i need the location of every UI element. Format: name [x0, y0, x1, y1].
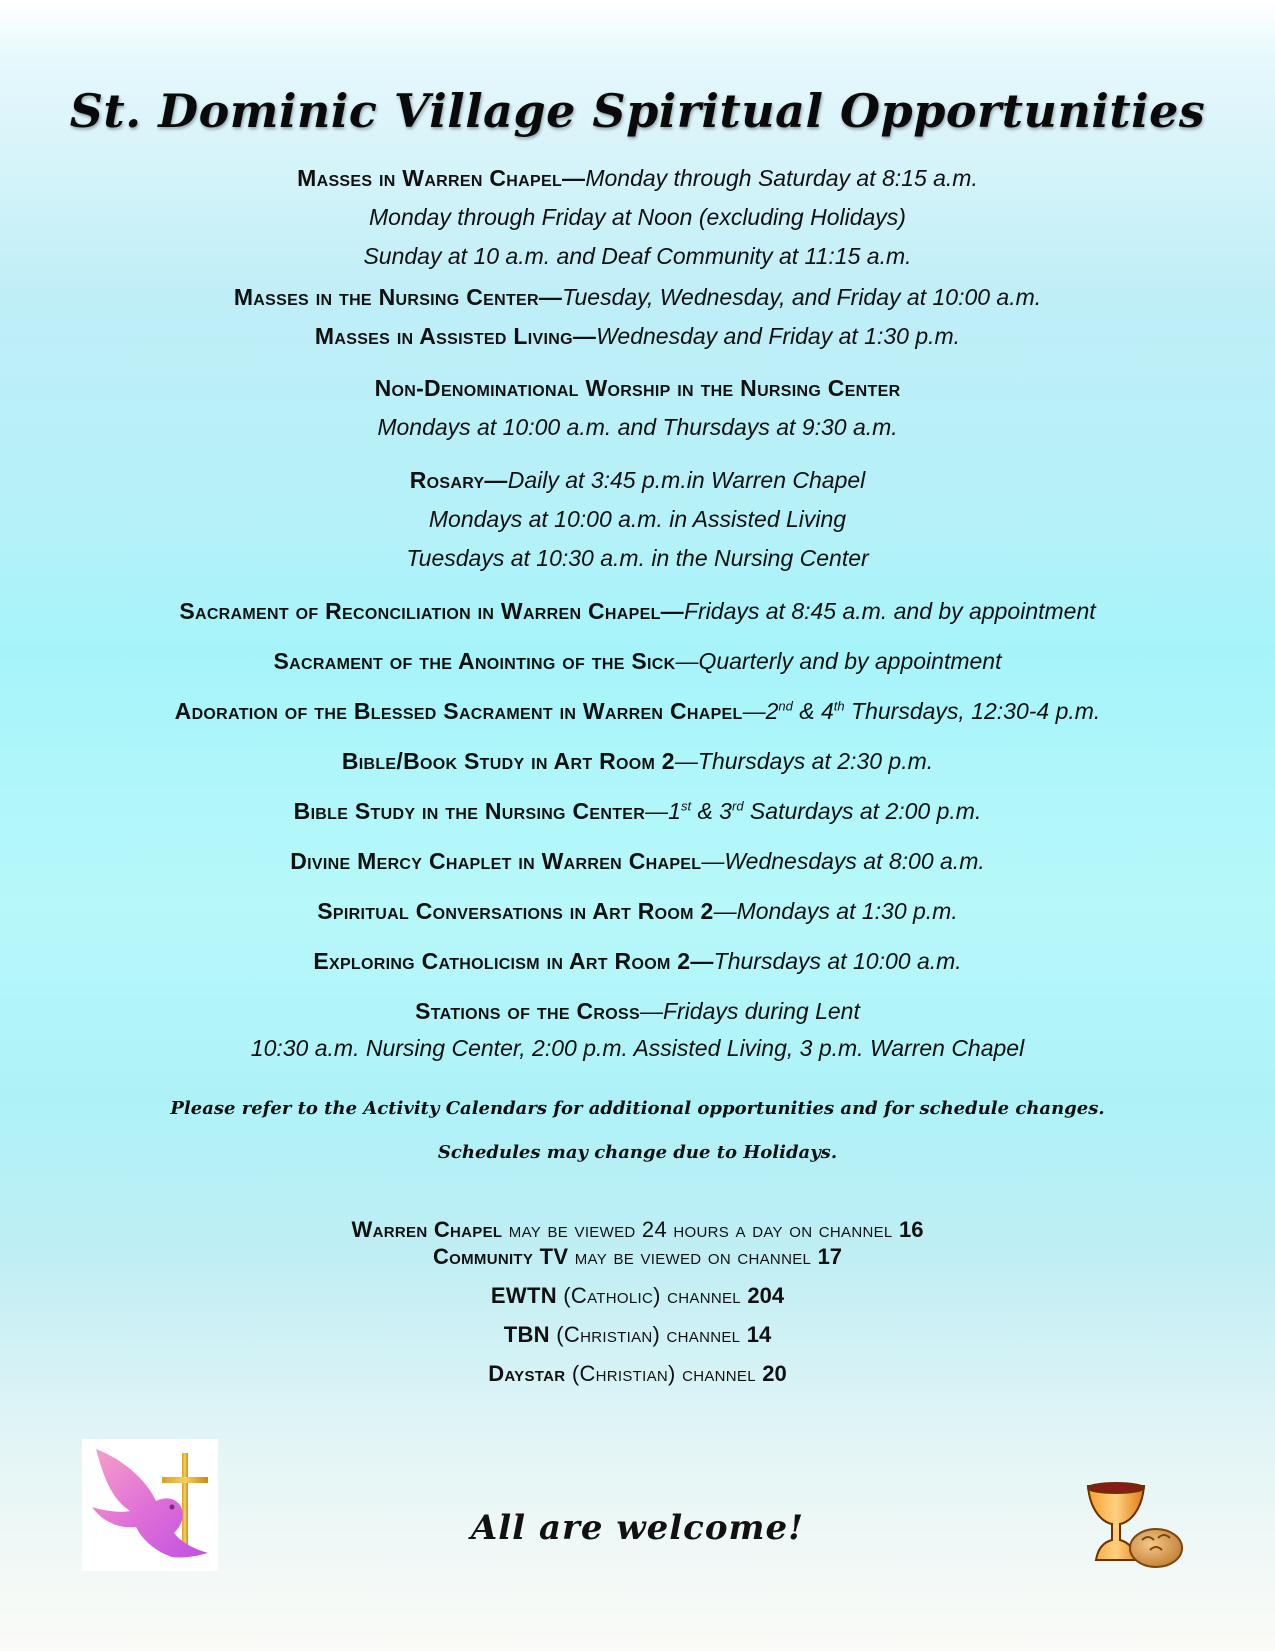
stations-times: —Fridays during Lent [639, 998, 860, 1024]
tv-tbn-channel: 14 [746, 1322, 772, 1347]
tv-daystar-text: (Christian) channel [565, 1361, 763, 1386]
tv-warren-chapel-text: may be viewed 24 hours a day on channel [502, 1217, 899, 1242]
adoration-times [743, 698, 1101, 724]
masses-warren-time-3: Sunday at 10 a.m. and Deaf Community at 11:15 a.m. [363, 243, 912, 269]
bible-nursing-times [645, 798, 981, 824]
nondenom-label: Non-Denominational Worship in the Nursing Center [374, 375, 901, 401]
anointing-line [0, 647, 1275, 675]
chalice-bread-icon [1084, 1480, 1184, 1572]
tv-daystar-name: Daystar [488, 1361, 566, 1386]
adoration-line [0, 697, 1275, 725]
divine-mercy-label: Divine Mercy Chaplet in Warren Chapel [290, 848, 702, 874]
bible-nursing-sup-1: st [680, 798, 692, 814]
tv-ewtn [0, 1282, 1275, 1309]
bible-nursing-label: Bible Study in the Nursing Center [293, 798, 646, 824]
dove-cross-icon [82, 1439, 218, 1571]
masses-nursing-label: Masses in the Nursing Center— [233, 284, 563, 310]
anointing-label: Sacrament of the Anointing of the Sick [273, 648, 676, 674]
masses-warren-time-1: Monday through Saturday at 8:15 a.m. [585, 165, 978, 191]
exploring-times: Thursdays at 10:00 a.m. [713, 948, 962, 974]
spiritual-conv-times: —Mondays at 1:30 p.m. [713, 898, 958, 924]
tv-warren-chapel [0, 1216, 1275, 1243]
stations-label: Stations of the Cross [415, 998, 640, 1024]
tv-tbn-text: (Christian) channel [549, 1322, 747, 1347]
adoration-dash: —2 [742, 698, 779, 724]
bible-nursing-end: Saturdays at 2:00 p.m. [743, 798, 982, 824]
tv-daystar-channel: 20 [762, 1361, 787, 1386]
masses-warren-time-2: Monday through Friday at Noon (excluding Holidays) [369, 204, 906, 230]
exploring-line [0, 947, 1275, 975]
bible-nursing-dash: —1 [645, 798, 681, 824]
nondenom-times: Mondays at 10:00 a.m. and Thursdays at 9:30 a.m. [377, 414, 898, 440]
masses-nursing-times: Tuesday, Wednesday, and Friday at 10:00 a.m. [562, 284, 1042, 310]
tv-ewtn-text: (Catholic) channel [556, 1283, 748, 1308]
tv-ewtn-channel: 204 [747, 1283, 785, 1308]
masses-assisted-line [0, 322, 1275, 350]
tv-tbn [0, 1321, 1275, 1348]
reconciliation-line [0, 597, 1275, 625]
bible-book-line [0, 747, 1275, 775]
tv-community-channel: 17 [817, 1244, 843, 1269]
masses-assisted-label: Masses in Assisted Living— [314, 323, 597, 349]
spiritual-conv-line [0, 897, 1275, 925]
stations-locations: 10:30 a.m. Nursing Center, 2:00 p.m. Assisted Living, 3 p.m. Warren Chapel [250, 1035, 1025, 1061]
tv-warren-chapel-name: Warren Chapel [351, 1217, 503, 1242]
reconciliation-label: Sacrament of Reconciliation in Warren Chapel— [179, 598, 684, 624]
rosary-label: Rosary— [409, 467, 508, 493]
masses-warren-line [0, 164, 1275, 192]
note-activity-calendars: Please refer to the Activity Calendars for additional opportunities and for schedule changes. [170, 1098, 1105, 1119]
tv-community-name: Community TV [432, 1244, 569, 1269]
rosary-time-3: Tuesdays at 10:30 a.m. in the Nursing Center [406, 545, 869, 571]
tv-ewtn-name: EWTN [490, 1283, 557, 1308]
tv-community-text: may be viewed on channel [568, 1244, 818, 1269]
anointing-times: —Quarterly and by appointment [675, 648, 1002, 674]
rosary-time-2: Mondays at 10:00 a.m. in Assisted Living [428, 506, 847, 532]
adoration-label: Adoration of the Blessed Sacrament in Warren Chapel [174, 698, 743, 724]
adoration-mid: & 4 [792, 698, 834, 724]
closing-welcome: All are welcome! [470, 1508, 805, 1548]
bible-nursing-mid: & 3 [691, 798, 732, 824]
spiritual-conv-label: Spiritual Conversations in Art Room 2 [317, 898, 714, 924]
stations-line [0, 997, 1275, 1025]
divine-mercy-times: —Wednesdays at 8:00 a.m. [701, 848, 985, 874]
reconciliation-times: Fridays at 8:45 a.m. and by appointment [683, 598, 1096, 624]
tv-community [0, 1243, 1275, 1270]
tv-daystar [0, 1360, 1275, 1387]
bible-nursing-line [0, 797, 1275, 825]
tv-warren-chapel-channel: 16 [898, 1217, 924, 1242]
rosary-time-1: Daily at 3:45 p.m.in Warren Chapel [507, 467, 866, 493]
rosary-line [0, 466, 1275, 494]
adoration-sup-1: nd [778, 698, 793, 714]
bible-nursing-sup-2: rd [731, 798, 744, 814]
masses-nursing-line [0, 283, 1275, 311]
adoration-sup-2: th [833, 698, 845, 714]
masses-warren-label: Masses in Warren Chapel— [297, 165, 586, 191]
exploring-label: Exploring Catholicism in Art Room 2— [313, 948, 714, 974]
bible-book-label: Bible/Book Study in Art Room 2 [341, 748, 675, 774]
tv-tbn-name: TBN [503, 1322, 550, 1347]
divine-mercy-line [0, 847, 1275, 875]
masses-assisted-times: Wednesday and Friday at 1:30 p.m. [596, 323, 961, 349]
note-holidays: Schedules may change due to Holidays. [437, 1142, 838, 1163]
adoration-end: Thursdays, 12:30-4 p.m. [844, 698, 1101, 724]
bible-book-times: —Thursdays at 2:30 p.m. [674, 748, 934, 774]
page-title: St. Dominic Village Spiritual Opportunities [69, 84, 1206, 138]
